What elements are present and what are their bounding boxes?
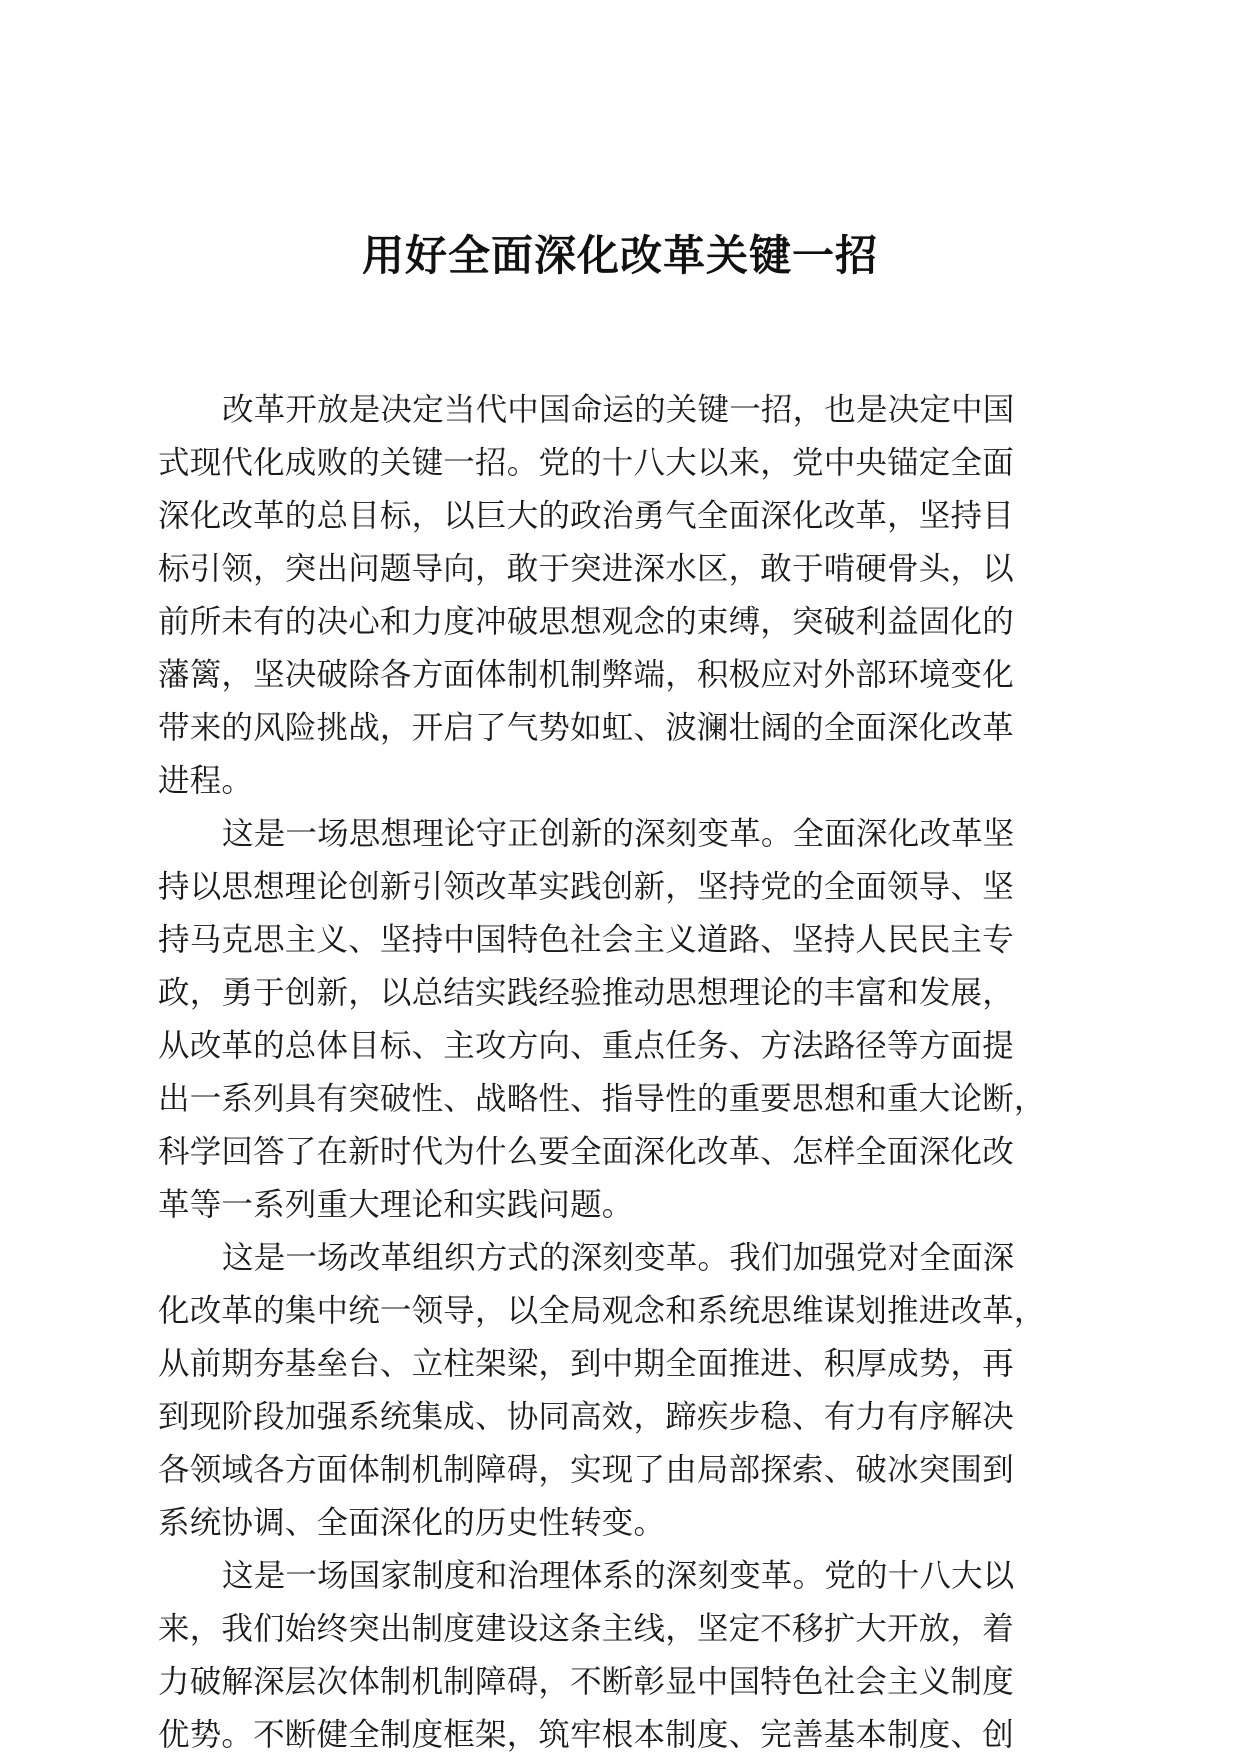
text-line: 藩篱，坚决破除各方面体制机制弊端，积极应对外部环境变化 (158, 657, 1014, 693)
text-line: 从改革的总体目标、主攻方向、重点任务、方法路径等方面提 (158, 1028, 1014, 1064)
text-line: 化改革的集中统一领导，以全局观念和系统思维谋划推进改革， (158, 1293, 1046, 1329)
text-line: 这是一场改革组织方式的深刻变革。我们加强党对全面深 (222, 1240, 1015, 1276)
paragraph-3 (158, 1232, 1076, 1550)
text-line: 改革开放是决定当代中国命运的关键一招，也是决定中国 (222, 392, 1015, 428)
text-line: 式现代化成败的关键一招。党的十八大以来，党中央锚定全面 (158, 445, 1014, 481)
text-line: 深化改革的总目标，以巨大的政治勇气全面深化改革，坚持目 (158, 498, 1014, 534)
text-line: 系统协调、全面深化的历史性转变。 (158, 1505, 666, 1541)
text-line: 标引领，突出问题导向，敢于突进深水区，敢于啃硬骨头，以 (158, 551, 1014, 587)
text-line: 进程。 (158, 763, 254, 799)
text-line: 出一系列具有突破性、战略性、指导性的重要思想和重大论断， (158, 1081, 1046, 1117)
text-line: 革等一系列重大理论和实践问题。 (158, 1187, 634, 1223)
text-line: 这是一场国家制度和治理体系的深刻变革。党的十八大以 (222, 1558, 1015, 1594)
document-title: 用好全面深化改革关键一招 (361, 231, 878, 280)
text-line: 政，勇于创新，以总结实践经验推动思想理论的丰富和发展， (158, 975, 1014, 1011)
text-line: 持马克思主义、坚持中国特色社会主义道路、坚持人民民主专 (158, 922, 1014, 958)
paragraph-1 (158, 384, 1076, 808)
text-line: 科学回答了在新时代为什么要全面深化改革、怎样全面深化改 (158, 1134, 1014, 1170)
text-line: 来，我们始终突出制度建设这条主线，坚定不移扩大开放，着 (158, 1611, 1014, 1647)
text-line: 持以思想理论创新引领改革实践创新，坚持党的全面领导、坚 (158, 869, 1014, 905)
text-line: 到现阶段加强系统集成、协同高效，蹄疾步稳、有力有序解决 (158, 1399, 1014, 1435)
paragraph-2 (158, 808, 1076, 1232)
text-line: 带来的风险挑战，开启了气势如虹、波澜壮阔的全面深化改革 (158, 710, 1014, 746)
text-line: 各领域各方面体制机制障碍，实现了由局部探索、破冰突围到 (158, 1452, 1014, 1488)
text-line: 从前期夯基垒台、立柱架梁，到中期全面推进、积厚成势，再 (158, 1346, 1014, 1382)
paragraph-4 (158, 1550, 1076, 1762)
text-line: 这是一场思想理论守正创新的深刻变革。全面深化改革坚 (222, 816, 1015, 852)
text-line: 优势。不断健全制度框架，筑牢根本制度、完善基本制度、创 (158, 1717, 1014, 1753)
text-line: 前所未有的决心和力度冲破思想观念的束缚，突破利益固化的 (158, 604, 1014, 640)
document-body (158, 384, 1076, 1762)
text-line: 力破解深层次体制机制障碍，不断彰显中国特色社会主义制度 (158, 1664, 1014, 1700)
